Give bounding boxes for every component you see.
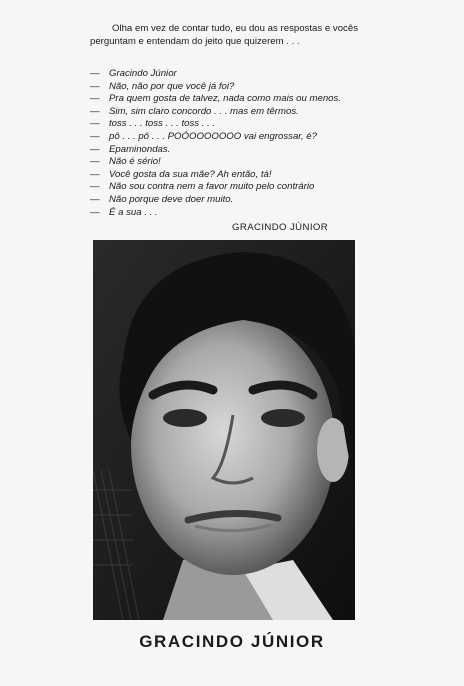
dash: — xyxy=(90,156,100,168)
dash: — xyxy=(90,130,100,142)
dash: — xyxy=(90,143,100,155)
dash: — xyxy=(90,206,100,218)
dialogue-text: Não sou contra nem a favor muito pelo contrário xyxy=(109,181,315,193)
dialogue-text: pô . . . pô . . . POÓOOOOOOO vai engrossar, é? xyxy=(109,130,317,142)
intro-paragraph: Olha em vez de contar tudo, eu dou as respostas e vocês perguntam e entendam do jeito que quizerem . . . xyxy=(90,23,358,48)
dialogue-line xyxy=(90,68,370,81)
dialogue-text: É a sua . . . xyxy=(109,206,158,218)
dash: — xyxy=(90,105,100,117)
dialogue-text: Gracindo Júnior xyxy=(109,68,177,79)
photo-caption: GRACINDO JÚNIOR xyxy=(139,632,325,651)
dash: — xyxy=(90,118,100,130)
dialogue-line xyxy=(90,106,370,119)
dialogue-line xyxy=(90,118,370,131)
portrait-illustration xyxy=(93,240,355,620)
dialogue-text: Epaminondas. xyxy=(109,143,171,155)
portrait-photo xyxy=(93,240,355,620)
dialogue-line xyxy=(90,81,370,94)
dash: — xyxy=(90,181,100,193)
dialogue-line xyxy=(90,156,370,169)
author-signature: GRACINDO JÚNIOR xyxy=(232,222,329,233)
dialogue-line xyxy=(90,131,370,144)
dialogue-text: Sim, sim claro concordo . . . mas em têrmos. xyxy=(109,105,299,117)
dialogue-text: toss . . . toss . . . toss . . . xyxy=(109,118,216,130)
dialogue-line xyxy=(90,93,370,106)
dash: — xyxy=(90,193,100,205)
dialogue-text: Pra quem gosta de talvez, nada como mais ou menos. xyxy=(109,93,341,105)
dash: — xyxy=(90,168,100,180)
dialogue-text: Você gosta da sua mãe? Ah então, tá! xyxy=(109,168,272,180)
dash: — xyxy=(90,80,100,92)
dialogue-line xyxy=(90,194,370,207)
dialogue-line xyxy=(90,144,370,157)
dialogue-list xyxy=(90,68,370,219)
dialogue-line xyxy=(90,207,370,220)
dialogue-line xyxy=(90,169,370,182)
dash: — xyxy=(90,93,100,105)
dialogue-line xyxy=(90,181,370,194)
dash: — xyxy=(90,68,100,79)
dialogue-text: Não porque deve doer muito. xyxy=(109,193,234,205)
dialogue-text: Não é sério! xyxy=(109,156,161,168)
dialogue-text: Não, não por que você já foi? xyxy=(109,80,235,92)
